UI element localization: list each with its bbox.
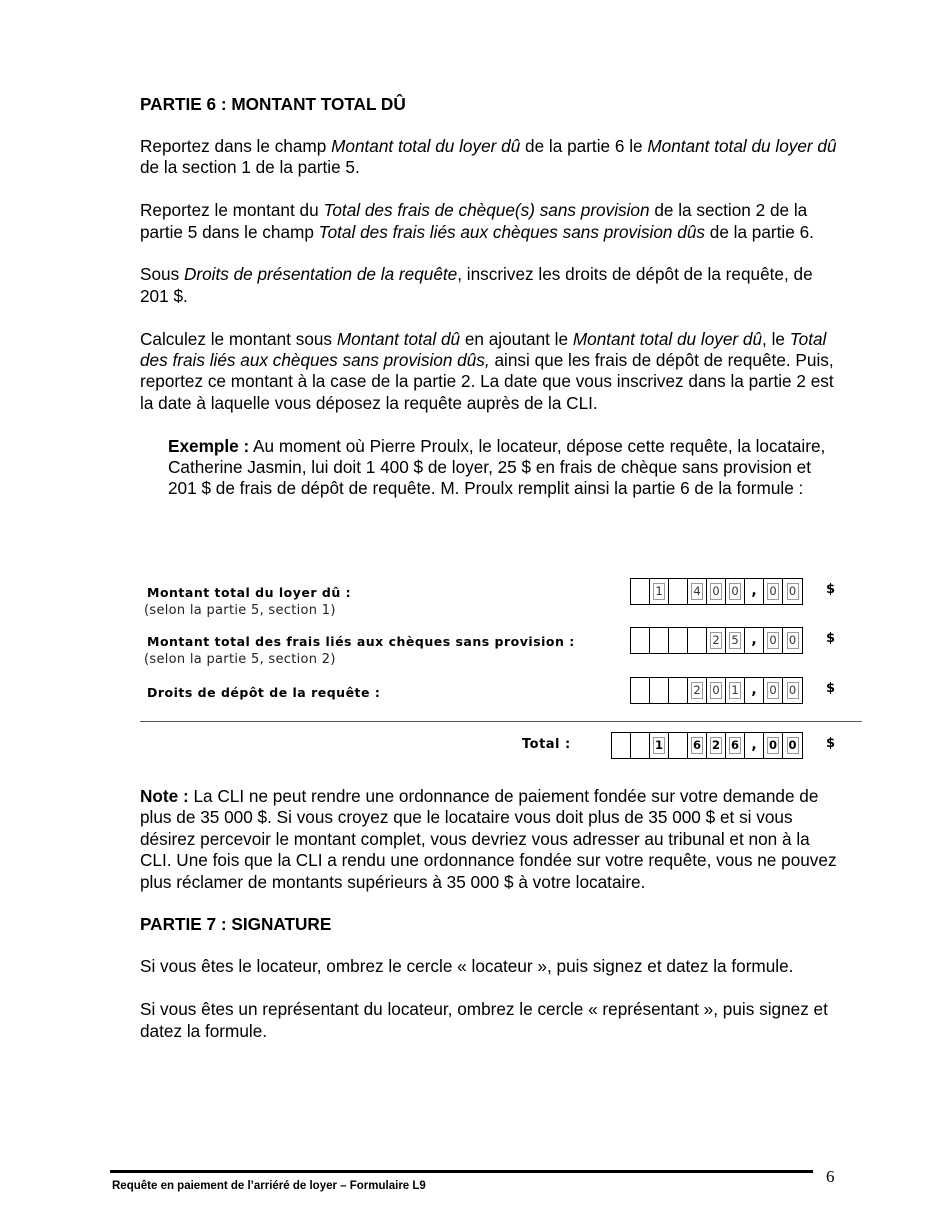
digit-value: 0 bbox=[729, 583, 741, 600]
digit-box bbox=[631, 579, 650, 604]
digit-value: 6 bbox=[692, 738, 701, 752]
digit-box bbox=[707, 733, 726, 758]
form-label: Droits de dépôt de la requête : bbox=[147, 685, 381, 700]
digit-box bbox=[650, 678, 669, 703]
digit-value: 1 bbox=[653, 583, 665, 600]
digit-value bbox=[673, 738, 683, 753]
digit-value bbox=[654, 683, 664, 698]
digit-box bbox=[650, 733, 669, 758]
total-label: Total : bbox=[522, 737, 571, 752]
page-number: 6 bbox=[826, 1167, 835, 1186]
part7-paragraph-2: Si vous êtes un représentant du locateur, ombrez le cercle « représentant », puis signez et datez la formule. bbox=[140, 999, 828, 1041]
digit-box bbox=[688, 579, 707, 604]
digit-box bbox=[783, 733, 802, 758]
digit-box bbox=[707, 579, 726, 604]
part7-heading: PARTIE 7 : SIGNATURE bbox=[140, 914, 332, 935]
form-sublabel: (selon la partie 5, section 1) bbox=[144, 603, 336, 618]
digit-value bbox=[635, 584, 645, 599]
form-label: Montant total du loyer dû : bbox=[147, 585, 352, 600]
example-paragraph: Exemple : Au moment où Pierre Proulx, le locateur, dépose cette requête, la locataire, Catherine Jasmin, lui doit 1 400 $ de loyer, 25 $ en frais de chèque sans provision et 201 $ de frais de dépôt de requête. M. Proulx remplit ainsi la partie 6 de la formule : bbox=[168, 435, 826, 499]
digit-box bbox=[764, 678, 783, 703]
digit-box bbox=[764, 579, 783, 604]
amount-boxes bbox=[630, 627, 803, 654]
digit-box bbox=[745, 678, 764, 703]
digit-value bbox=[692, 633, 702, 648]
footer-title: Requête en paiement de l’arriéré de loyer – Formulaire L9 bbox=[112, 1180, 426, 1192]
digit-box bbox=[688, 628, 707, 653]
digit-box bbox=[669, 628, 688, 653]
footer-divider bbox=[110, 1170, 813, 1173]
digit-value: 0 bbox=[768, 738, 777, 752]
part6-paragraph-4: Calculez le montant sous Montant total dû en ajoutant le Montant total du loyer dû, le Total des frais liés aux chèques sans provision dûs, ainsi que les frais de dépôt de requête. Puis, reportez ce montant à la case de la partie 2. La date que vous inscrivez dans la partie 2 est la date à laquelle vous déposez la requête auprès de la CLI. bbox=[140, 328, 834, 413]
digit-value: 0 bbox=[767, 682, 779, 699]
digit-box bbox=[688, 678, 707, 703]
digit-box bbox=[631, 733, 650, 758]
digit-value: 2 bbox=[710, 632, 722, 649]
digit-value: 0 bbox=[710, 583, 722, 600]
digit-value bbox=[673, 683, 683, 698]
form-label: Montant total des frais liés aux chèques sans provision : bbox=[147, 634, 575, 649]
digit-value: 2 bbox=[691, 682, 703, 699]
digit-value: 0 bbox=[767, 632, 779, 649]
digit-value: 1 bbox=[729, 682, 741, 699]
digit-value: 0 bbox=[787, 632, 799, 649]
digit-box bbox=[631, 678, 650, 703]
currency-symbol: $ bbox=[826, 631, 836, 646]
digit-value: , bbox=[751, 682, 757, 698]
example-form bbox=[140, 578, 865, 763]
digit-box bbox=[726, 628, 745, 653]
digit-value bbox=[635, 633, 645, 648]
digit-value bbox=[654, 633, 664, 648]
digit-box bbox=[726, 678, 745, 703]
digit-box bbox=[707, 678, 726, 703]
digit-value: 0 bbox=[767, 583, 779, 600]
digit-box bbox=[783, 579, 802, 604]
form-sublabel: (selon la partie 5, section 2) bbox=[144, 652, 336, 667]
digit-box bbox=[726, 579, 745, 604]
digit-value: 2 bbox=[711, 738, 720, 752]
digit-value: 0 bbox=[788, 738, 797, 752]
digit-box bbox=[783, 678, 802, 703]
digit-value: , bbox=[751, 632, 757, 648]
digit-box bbox=[745, 733, 764, 758]
digit-value bbox=[635, 683, 645, 698]
digit-box bbox=[764, 628, 783, 653]
digit-value: 5 bbox=[729, 632, 741, 649]
digit-value bbox=[635, 738, 645, 753]
lower-section bbox=[140, 786, 840, 1063]
digit-value: 1 bbox=[654, 738, 663, 752]
part6-heading: PARTIE 6 : MONTANT TOTAL DÛ bbox=[140, 94, 406, 114]
currency-symbol: $ bbox=[826, 736, 836, 751]
digit-box bbox=[669, 678, 688, 703]
digit-box bbox=[612, 733, 631, 758]
part6-paragraph-2: Reportez le montant du Total des frais de chèque(s) sans provision de la section 2 de la partie 5 dans le champ Total des frais liés aux chèques sans provision dûs de la partie 6. bbox=[140, 200, 814, 242]
part6-section bbox=[140, 94, 840, 512]
part6-paragraph-1: Reportez dans le champ Montant total du loyer dû de la partie 6 le Montant total du loyer dû de la section 1 de la partie 5. bbox=[140, 136, 837, 178]
form-divider bbox=[140, 721, 862, 722]
total-boxes bbox=[611, 732, 803, 759]
digit-box bbox=[707, 628, 726, 653]
digit-value: 0 bbox=[787, 583, 799, 600]
digit-box bbox=[745, 579, 764, 604]
digit-box bbox=[669, 579, 688, 604]
digit-value bbox=[673, 633, 683, 648]
digit-box bbox=[669, 733, 688, 758]
digit-box bbox=[783, 628, 802, 653]
digit-value: 4 bbox=[691, 583, 703, 600]
digit-value: , bbox=[751, 737, 757, 753]
part7-paragraph-1: Si vous êtes le locateur, ombrez le cercle « locateur », puis signez et datez la formule. bbox=[140, 956, 794, 977]
digit-value: 0 bbox=[710, 682, 722, 699]
digit-box bbox=[631, 628, 650, 653]
digit-value: , bbox=[751, 583, 757, 599]
amount-boxes bbox=[630, 677, 803, 704]
note-paragraph: Note : La CLI ne peut rendre une ordonnance de paiement fondée sur votre demande de plus de 35 000 $. Si vous croyez que le locataire vous doit plus de 35 000 $ et si vous désirez percevoir le montant complet, vous devriez vous adresser au tribunal et non à la CLI. Une fois que la CLI a rendu une ordonnance fondée sur votre requête, vous ne pouvez plus réclamer de montants supérieurs à 35 000 $ à votre locataire. bbox=[140, 786, 837, 892]
digit-box bbox=[745, 628, 764, 653]
digit-value: 6 bbox=[730, 738, 739, 752]
part6-paragraph-3: Sous Droits de présentation de la requête, inscrivez les droits de dépôt de la requête, de 201 $. bbox=[140, 264, 813, 306]
amount-boxes bbox=[630, 578, 803, 605]
digit-box bbox=[650, 628, 669, 653]
digit-box bbox=[650, 579, 669, 604]
digit-box bbox=[726, 733, 745, 758]
currency-symbol: $ bbox=[826, 681, 836, 696]
digit-box bbox=[688, 733, 707, 758]
digit-box bbox=[764, 733, 783, 758]
digit-value bbox=[673, 584, 683, 599]
digit-value: 0 bbox=[787, 682, 799, 699]
digit-value bbox=[616, 738, 626, 753]
currency-symbol: $ bbox=[826, 582, 836, 597]
